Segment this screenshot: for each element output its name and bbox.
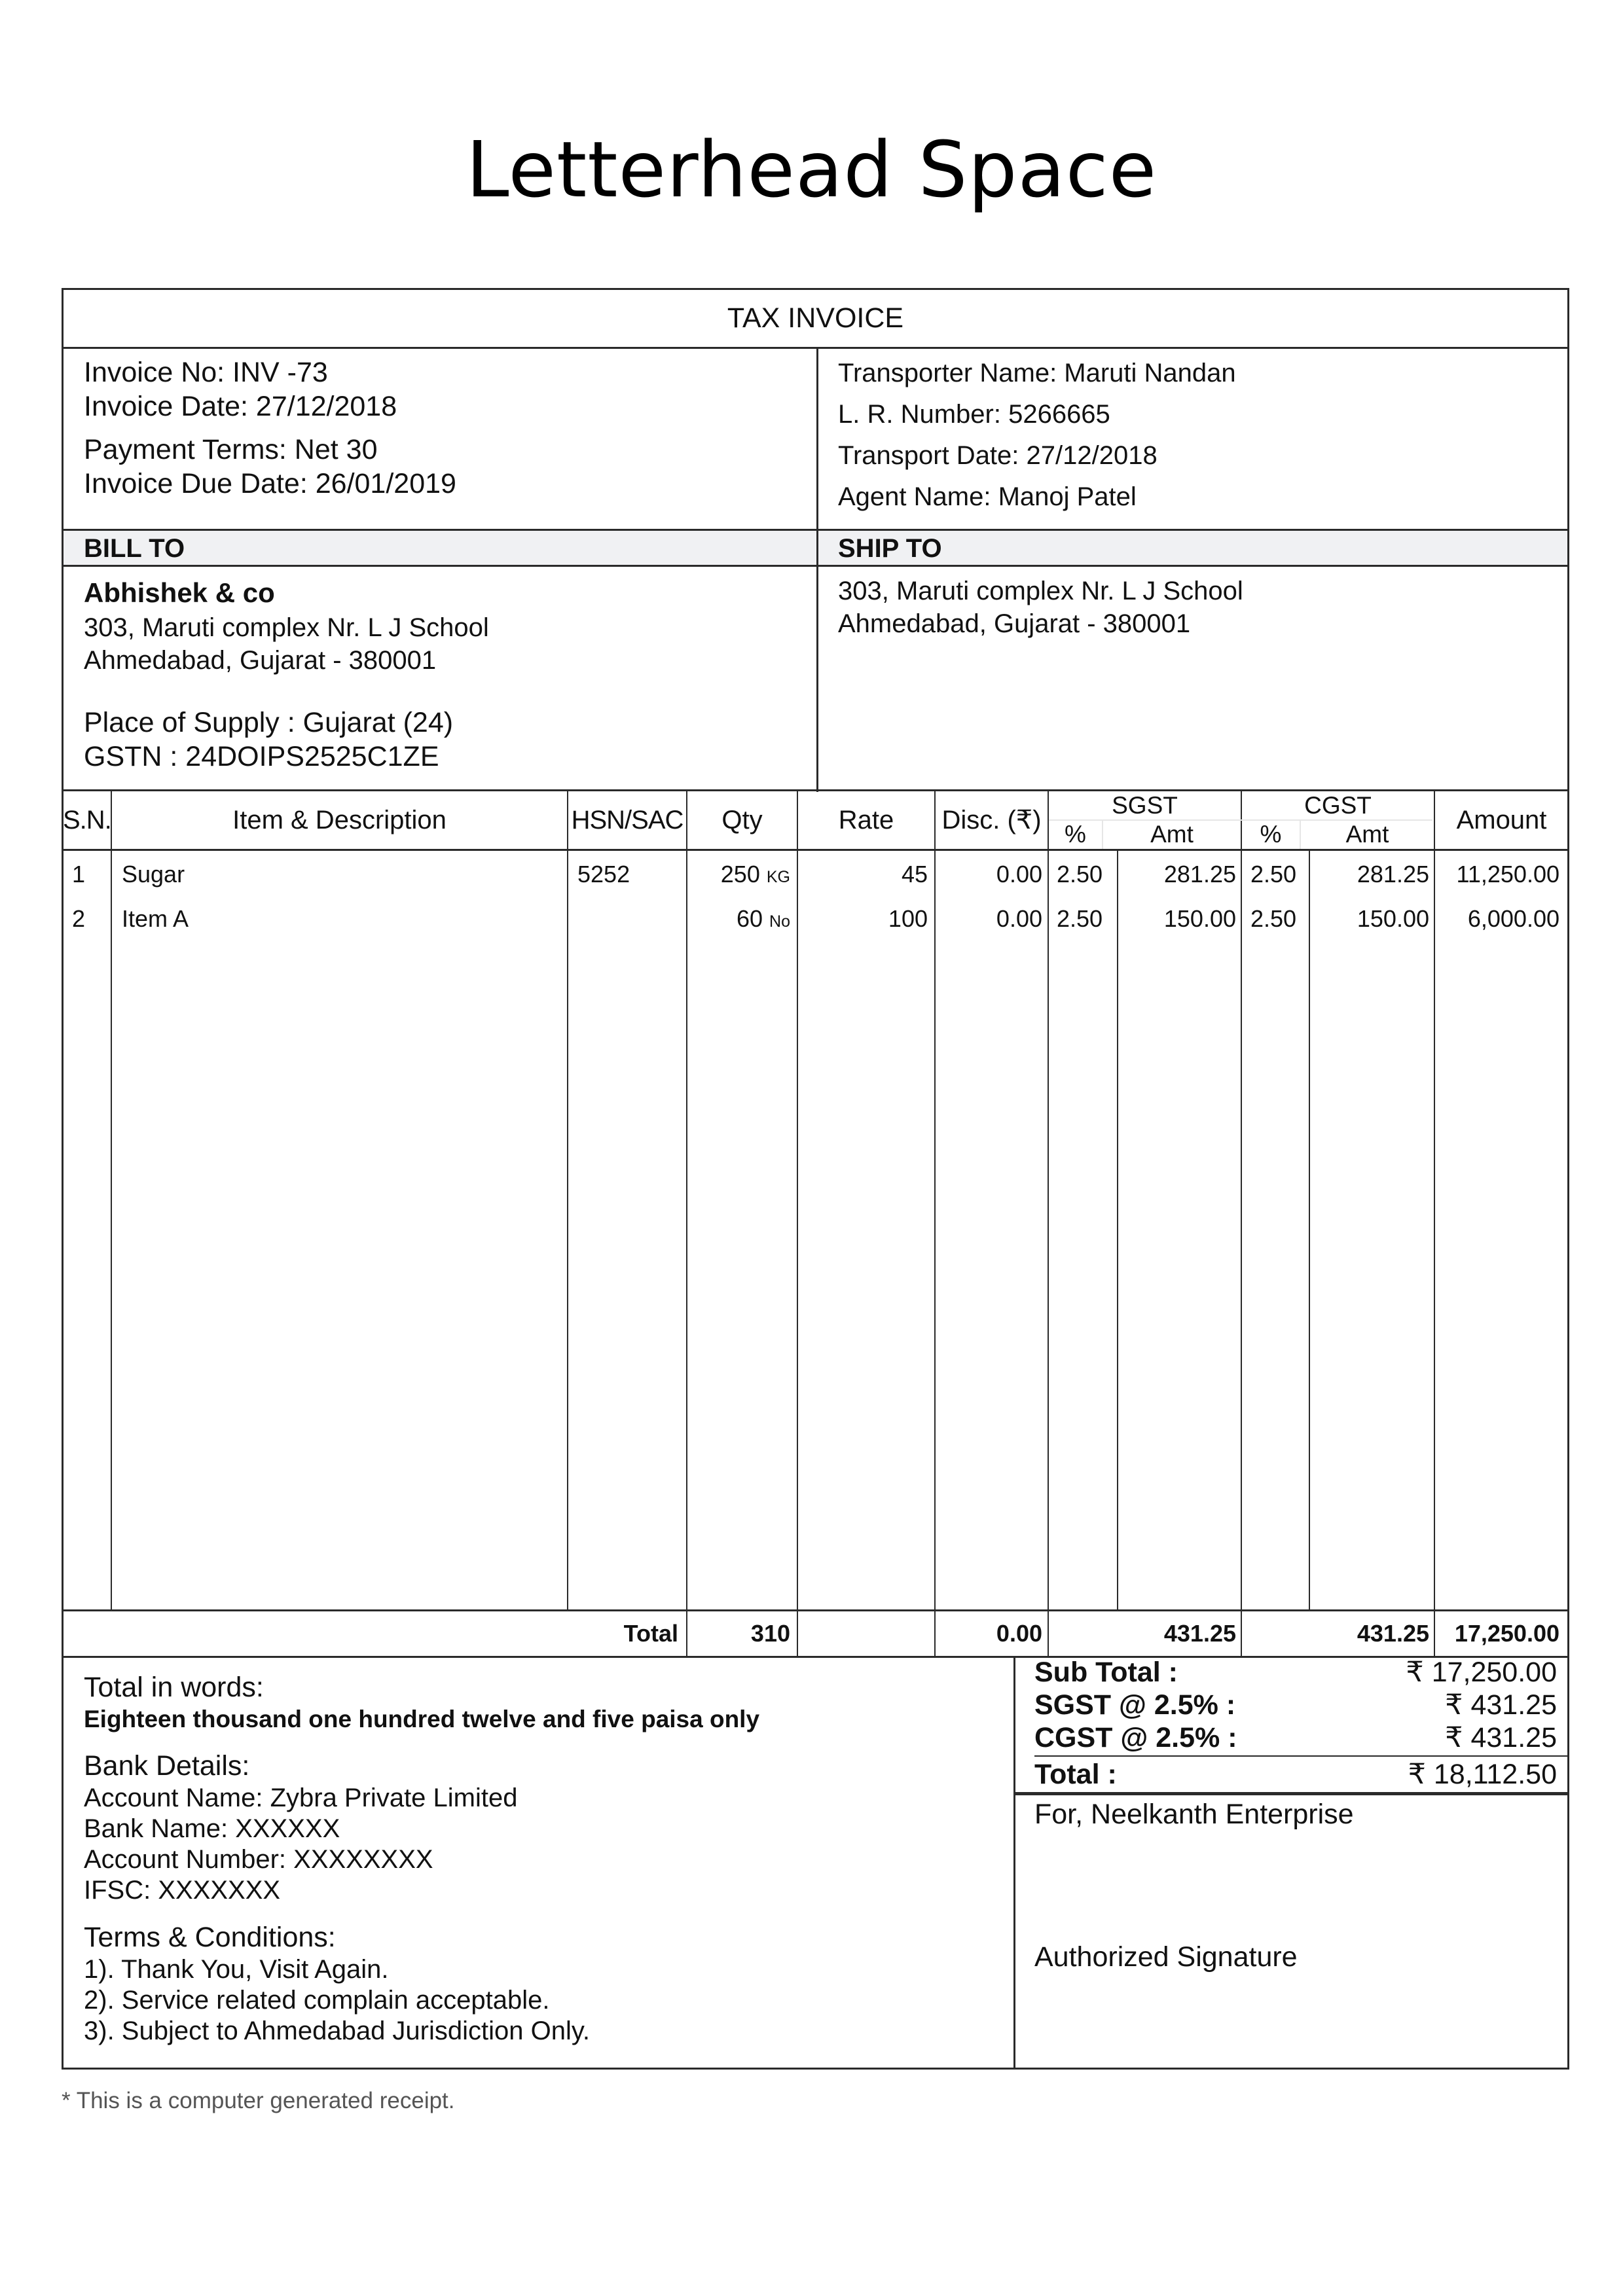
invoice-date: Invoice Date: 27/12/2018: [84, 391, 397, 422]
divider: [1013, 1792, 1569, 1795]
ship-to-address-line2: Ahmedabad, Gujarat - 380001: [838, 609, 1191, 638]
agent-name: Agent Name: Manoj Patel: [838, 482, 1137, 511]
row-qty: [687, 906, 790, 935]
column-divider: [1241, 789, 1242, 1657]
transport-date: Transport Date: 27/12/2018: [838, 441, 1158, 470]
total-in-words: Eighteen thousand one hundred twelve and five paisa only: [84, 1706, 760, 1732]
bill-to-address-line1: 303, Maruti complex Nr. L J School: [84, 613, 489, 642]
place-of-supply: Place of Supply : Gujarat (24): [84, 707, 454, 738]
row-cgst-pct: 2.50: [1250, 861, 1297, 888]
col-header-cgst-amt: Amt: [1345, 821, 1389, 848]
letterhead-placeholder: Letterhead Space: [465, 124, 1158, 215]
address-header-bar: [64, 531, 1567, 565]
sgst-label: SGST @ 2.5% :: [1034, 1689, 1236, 1721]
column-divider: [1048, 789, 1049, 1657]
ship-to-heading: SHIP TO: [838, 534, 942, 563]
col-header-sgst-amt: Amt: [1150, 821, 1194, 848]
terms-label: Terms & Conditions:: [84, 1922, 336, 1953]
row-rate: 45: [901, 861, 928, 888]
summary-block: [1034, 1656, 1557, 1754]
ship-to-block: [838, 575, 1243, 640]
total-in-words-label: Total in words:: [84, 1672, 264, 1703]
totals-label: Total: [623, 1620, 678, 1647]
transport-info: [838, 357, 1236, 513]
invoice-due-date: Invoice Due Date: 26/01/2019: [84, 468, 456, 499]
sgst-value: ₹ 431.25: [1445, 1689, 1557, 1721]
bank-details-label: Bank Details:: [84, 1750, 250, 1782]
payment-terms: Payment Terms: Net 30: [84, 434, 378, 465]
col-header-sgst-pct: %: [1065, 821, 1086, 848]
row-sgst-pct: 2.50: [1057, 861, 1103, 888]
row-cgst-amt: 150.00: [1357, 905, 1429, 932]
col-header-sgst: SGST: [1112, 792, 1178, 819]
column-divider: [1117, 849, 1118, 1611]
divider: [1013, 1656, 1015, 2068]
subtotal-value: ₹ 17,250.00: [1406, 1657, 1557, 1688]
column-divider: [567, 789, 568, 1611]
col-header-sn: S.N.: [63, 806, 111, 834]
summary-cgst: [1034, 1721, 1557, 1754]
totals-sgst: 431.25: [1163, 1620, 1236, 1647]
authorized-signature: Authorized Signature: [1034, 1941, 1298, 1973]
divider: [62, 565, 1569, 567]
transporter-name: Transporter Name: Maruti Nandan: [838, 359, 1236, 387]
row-qty-value: 60: [736, 905, 763, 932]
column-divider: [1309, 849, 1310, 1611]
gstn: GSTN : 24DOIPS2525C1ZE: [84, 741, 439, 772]
bank-account-number: Account Number: XXXXXXXX: [84, 1845, 433, 1874]
summary-total: [1034, 1758, 1557, 1791]
row-amount: 6,000.00: [1467, 905, 1559, 932]
row-discount: 0.00: [996, 905, 1042, 932]
row-sgst-amt: 150.00: [1163, 905, 1236, 932]
col-header-hsn: HSN/SAC: [571, 806, 684, 834]
col-header-cgst: CGST: [1304, 792, 1372, 819]
row-rate: 100: [888, 905, 928, 932]
col-header-item: Item & Description: [232, 806, 447, 834]
totals-discount: 0.00: [996, 1620, 1042, 1647]
totals-amount: 17,250.00: [1454, 1620, 1559, 1647]
row-qty: [687, 861, 790, 890]
divider: [816, 347, 818, 792]
ship-to-address-line1: 303, Maruti complex Nr. L J School: [838, 577, 1243, 605]
row-hsn: 5252: [577, 861, 630, 888]
grand-total-value: ₹ 18,112.50: [1408, 1759, 1557, 1790]
bill-to-block: [84, 576, 489, 774]
col-header-rate: Rate: [838, 806, 894, 834]
row-item: Sugar: [122, 861, 185, 888]
terms-item: 2). Service related complain acceptable.: [84, 1986, 550, 2015]
row-qty-unit: KG: [766, 868, 790, 886]
invoice-number: Invoice No: INV -73: [84, 357, 328, 388]
row-sn: 1: [72, 861, 86, 888]
totals-cgst: 431.25: [1357, 1620, 1429, 1647]
row-cgst-pct: 2.50: [1250, 905, 1297, 932]
bank-name: Bank Name: XXXXXX: [84, 1814, 340, 1843]
divider: [816, 529, 818, 567]
footnote: * This is a computer generated receipt.: [62, 2088, 455, 2113]
row-sgst-pct: 2.50: [1057, 905, 1103, 932]
summary-subtotal: [1034, 1656, 1557, 1689]
lr-number: L. R. Number: 5266665: [838, 400, 1110, 429]
cgst-label: CGST @ 2.5% :: [1034, 1722, 1237, 1753]
invoice-title: TAX INVOICE: [727, 302, 904, 334]
row-item: Item A: [122, 905, 189, 932]
divider: [1034, 1755, 1568, 1757]
bank-ifsc: IFSC: XXXXXXX: [84, 1876, 281, 1905]
bill-to-address-line2: Ahmedabad, Gujarat - 380001: [84, 646, 437, 675]
cgst-value: ₹ 431.25: [1445, 1722, 1557, 1753]
row-sgst-amt: 281.25: [1163, 861, 1236, 888]
terms-item: 3). Subject to Ahmedabad Jurisdiction Only.: [84, 2017, 591, 2045]
terms-item: 1). Thank You, Visit Again.: [84, 1955, 389, 1984]
bill-to-name: Abhishek & co: [84, 577, 275, 608]
row-amount: 11,250.00: [1456, 861, 1559, 888]
column-divider: [111, 789, 112, 1611]
col-header-discount: Disc. (₹): [941, 806, 1042, 834]
row-cgst-amt: 281.25: [1357, 861, 1429, 888]
col-header-qty: Qty: [721, 806, 763, 834]
row-qty-value: 250: [720, 861, 760, 888]
row-qty-unit: No: [769, 912, 790, 931]
col-header-amount: Amount: [1456, 806, 1547, 834]
divider: [62, 347, 1569, 349]
summary-sgst: [1034, 1689, 1557, 1721]
row-discount: 0.00: [996, 861, 1042, 888]
divider: [62, 1609, 1569, 1611]
bill-to-heading: BILL TO: [84, 534, 185, 563]
totals-qty: 310: [750, 1620, 790, 1647]
grand-total-label: Total :: [1034, 1759, 1117, 1790]
signature-company: For, Neelkanth Enterprise: [1034, 1799, 1354, 1830]
row-sn: 2: [72, 905, 86, 932]
bank-account-name: Account Name: Zybra Private Limited: [84, 1784, 518, 1812]
footer-left: [84, 1670, 759, 2047]
subtotal-label: Sub Total :: [1034, 1657, 1178, 1688]
invoice-info: [84, 355, 456, 501]
col-header-cgst-pct: %: [1260, 821, 1282, 848]
